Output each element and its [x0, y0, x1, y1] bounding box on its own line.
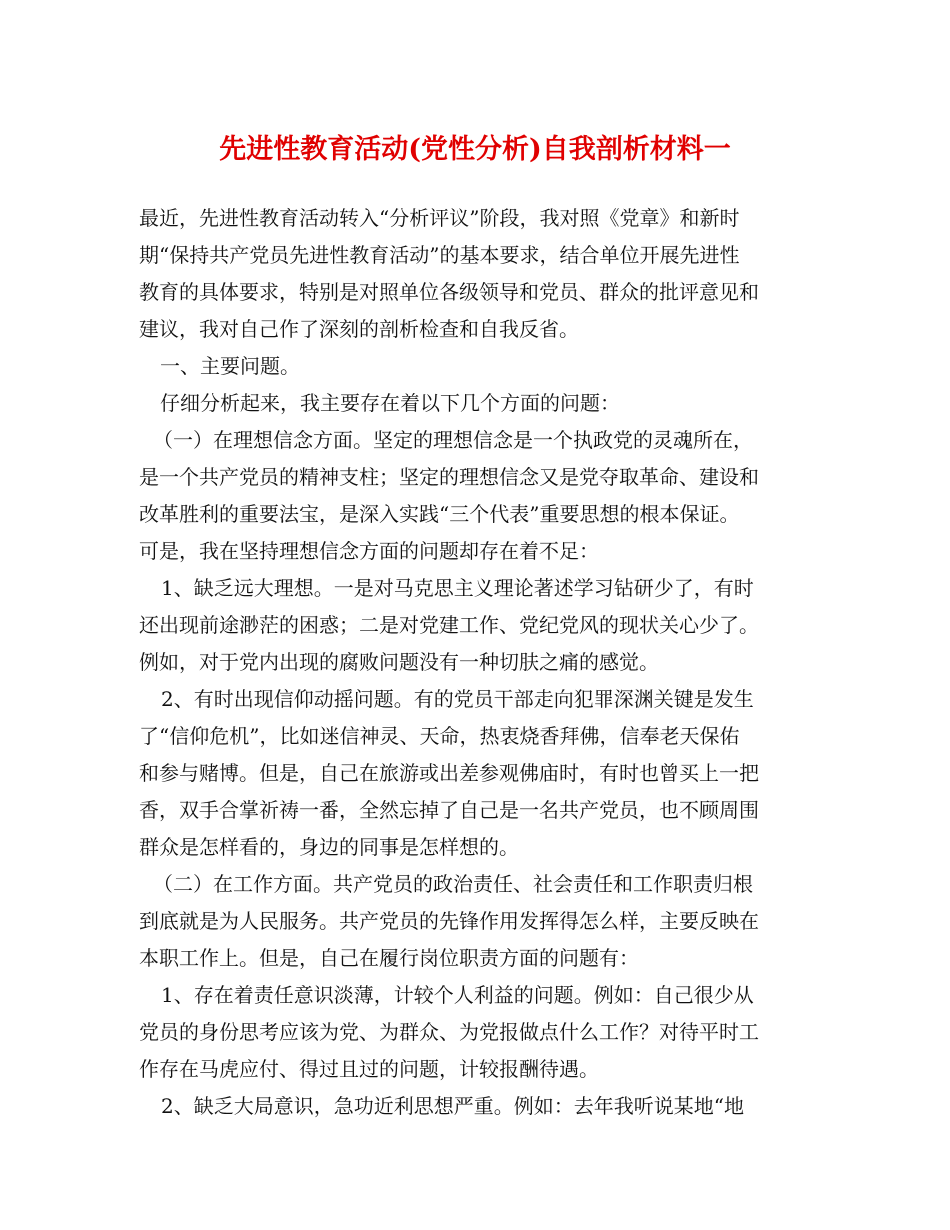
paragraph-line: 还出现前途渺茫的困惑；二是对党建工作、党纪党风的现状关心少了。 — [139, 613, 759, 637]
paragraph-line: 改革胜利的重要法宝，是深入实践“三个代表”重要思想的根本保证。 — [139, 502, 740, 526]
list-item-line: 2、缺乏大局意识，急功近利思想严重。例如：去年我听说某地“地 — [161, 1094, 744, 1118]
document-body — [139, 200, 819, 1125]
paragraph-line: 本职工作上。但是，自己在履行岗位职责方面的问题有： — [139, 946, 639, 970]
paragraph-line: 了“信仰危机”，比如迷信神灵、天命，热衷烧香拜佛，信奉老天保佑 — [139, 724, 740, 748]
list-item-line: 1、缺乏远大理想。一是对马克思主义理论著述学习钻研少了，有时 — [161, 576, 754, 600]
section-heading: 一、主要问题。 — [160, 354, 300, 378]
paragraph-line: 例如，对于党内出现的腐败问题没有一种切肤之痛的感觉。 — [139, 650, 659, 674]
paragraph-line: 香，双手合掌祈祷一番，全然忘掉了自己是一名共产党员，也不顾周围 — [139, 798, 759, 822]
paragraph-line: 群众是怎样看的，身边的同事是怎样想的。 — [139, 835, 519, 859]
paragraph-line: 到底就是为人民服务。共产党员的先锋作用发挥得怎么样，主要反映在 — [139, 909, 759, 933]
paragraph-line: 可是，我在坚持理想信念方面的问题却存在着不足： — [139, 539, 599, 563]
subsection-line: （一）在理想信念方面。坚定的理想信念是一个执政党的灵魂所在， — [153, 428, 753, 452]
paragraph-line: 和参与赌博。但是，自己在旅游或出差参观佛庙时，有时也曾买上一把 — [139, 761, 759, 785]
paragraph-line: 教育的具体要求，特别是对照单位各级领导和党员、群众的批评意见和 — [139, 280, 759, 304]
subsection-line: （二）在工作方面。共产党员的政治责任、社会责任和工作职责归根 — [153, 872, 753, 896]
paragraph-line: 仔细分析起来，我主要存在着以下几个方面的问题： — [160, 391, 620, 415]
paragraph-line: 期“保持共产党员先进性教育活动”的基本要求，结合单位开展先进性 — [139, 243, 740, 267]
list-item-line: 1、存在着责任意识淡薄，计较个人利益的问题。例如：自己很少从 — [161, 983, 754, 1007]
paragraph-line: 党员的身份思考应该为党、为群众、为党报做点什么工作？对待平时工 — [139, 1020, 759, 1044]
paragraph-line: 是一个共产党员的精神支柱；坚定的理想信念又是党夺取革命、建设和 — [139, 465, 759, 489]
list-item-line: 2、有时出现信仰动摇问题。有的党员干部走向犯罪深渊关键是发生 — [161, 687, 754, 711]
paragraph-line: 最近，先进性教育活动转入“分析评议”阶段，我对照《党章》和新时 — [139, 206, 740, 230]
paragraph-line: 作存在马虎应付、得过且过的问题，计较报酬待遇。 — [139, 1057, 599, 1081]
paragraph-line: 建议，我对自己作了深刻的剖析检查和自我反省。 — [139, 317, 579, 341]
document-title: 先进性教育活动(党性分析)自我剖析材料一 — [219, 134, 731, 165]
